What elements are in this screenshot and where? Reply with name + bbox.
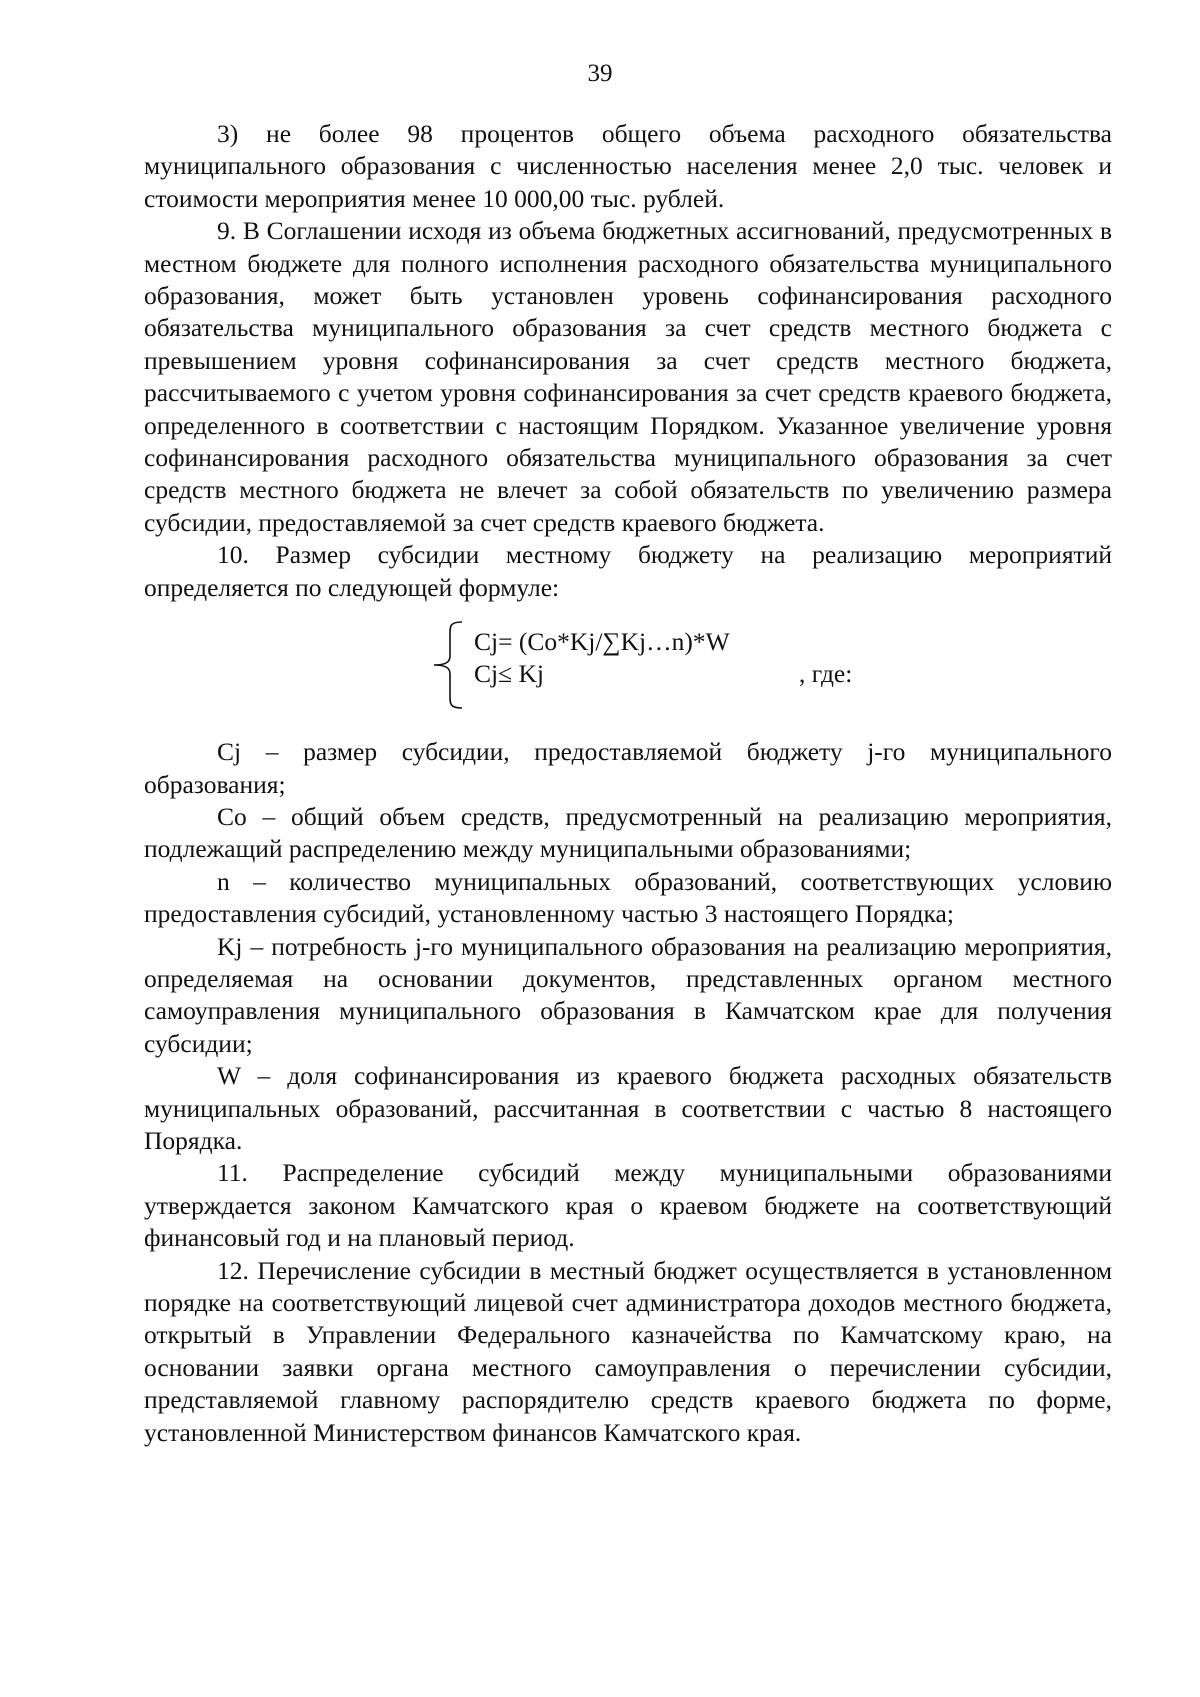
definition-w: W – доля софинансирования из краевого бюджета расходных обязательств муниципальных образований, рассчитанная в соответствии с частью 8 настоящего Порядка. (144, 1061, 1112, 1155)
paragraph-11: 11. Распределение субсидий между муниципальными образованиями утверждается законом Камчатского края о краевом бюджете на соответствующий финансовый год и на плановый период. (144, 1158, 1112, 1253)
paragraph-10: 10. Размер субсидии местному бюджету на реализацию мероприятий определяется по следующей формуле: (144, 540, 1112, 602)
formula-line-2: Cj≤ Kj (474, 659, 544, 689)
paragraph-9: 9. В Соглашении исходя из объема бюджетных ассигнований, предусмотренных в местном бюджете для полного исполнения расходного обязательства муниципального образования, может быть установлен уровень софинансирования расходного обязательства муниципального образования за счет средств местного бюджета с превышением уровня софинансирования за счет средств местного бюджета, рассчитываемого с учетом уровня софинансирования за счет средств краевого бюджета, определенного в соответствии с настоящим Порядком. Указанное увеличение уровня софинансирования расходного обязательства муниципального образования за счет средств местного бюджета не влечет за собой обязательств по увеличению размера субсидии, предоставляемой за счет средств краевого бюджета. (144, 216, 1112, 537)
paragraph-12: 12. Перечисление субсидии в местный бюджет осуществляется в установленном порядке на соответствующий лицевой счет администратора доходов местного бюджета, открытый в Управлении Федерального казначейства по Камчатскому краю, на основании заявки органа местного самоуправления о перечислении субсидии, представляемой главному распорядителю средств краевого бюджета по форме, установленной Министерством финансов Камчатского края. (144, 1255, 1112, 1447)
formula-where-label: , где: (799, 659, 853, 689)
definition-cj: Cj – размер субсидии, предоставляемой бюджету j-го муниципального образования; (144, 737, 1112, 799)
definition-co: Co – общий объем средств, предусмотренный на реализацию мероприятия, подлежащий распределению между муниципальными образованиями; (144, 801, 1112, 864)
paragraph-item-3: 3) не более 98 процентов общего объема расходного обязательства муниципального образования с численностью населения менее 2,0 тыс. человек и стоимости мероприятия менее 10 000,00 тыс. рублей. (144, 119, 1112, 213)
subsidy-formula (144, 616, 1112, 716)
page-number: 39 (587, 60, 613, 87)
definition-kj: Kj – потребность j-го муниципального образования на реализацию мероприятия, определяемая на основании документов, представленных органом местного самоуправления муниципального образования в Камчатском крае для получения субсидии; (144, 931, 1112, 1058)
formula-line-1: Cj= (Co*Kj/∑Kj…n)*W (474, 627, 730, 657)
document-body (144, 118, 1112, 1449)
definition-n: n – количество муниципальных образований, соответствующих условию предоставления субсидий, установленному частью 3 настоящего Порядка; (144, 866, 1112, 929)
left-brace-icon (430, 620, 464, 710)
